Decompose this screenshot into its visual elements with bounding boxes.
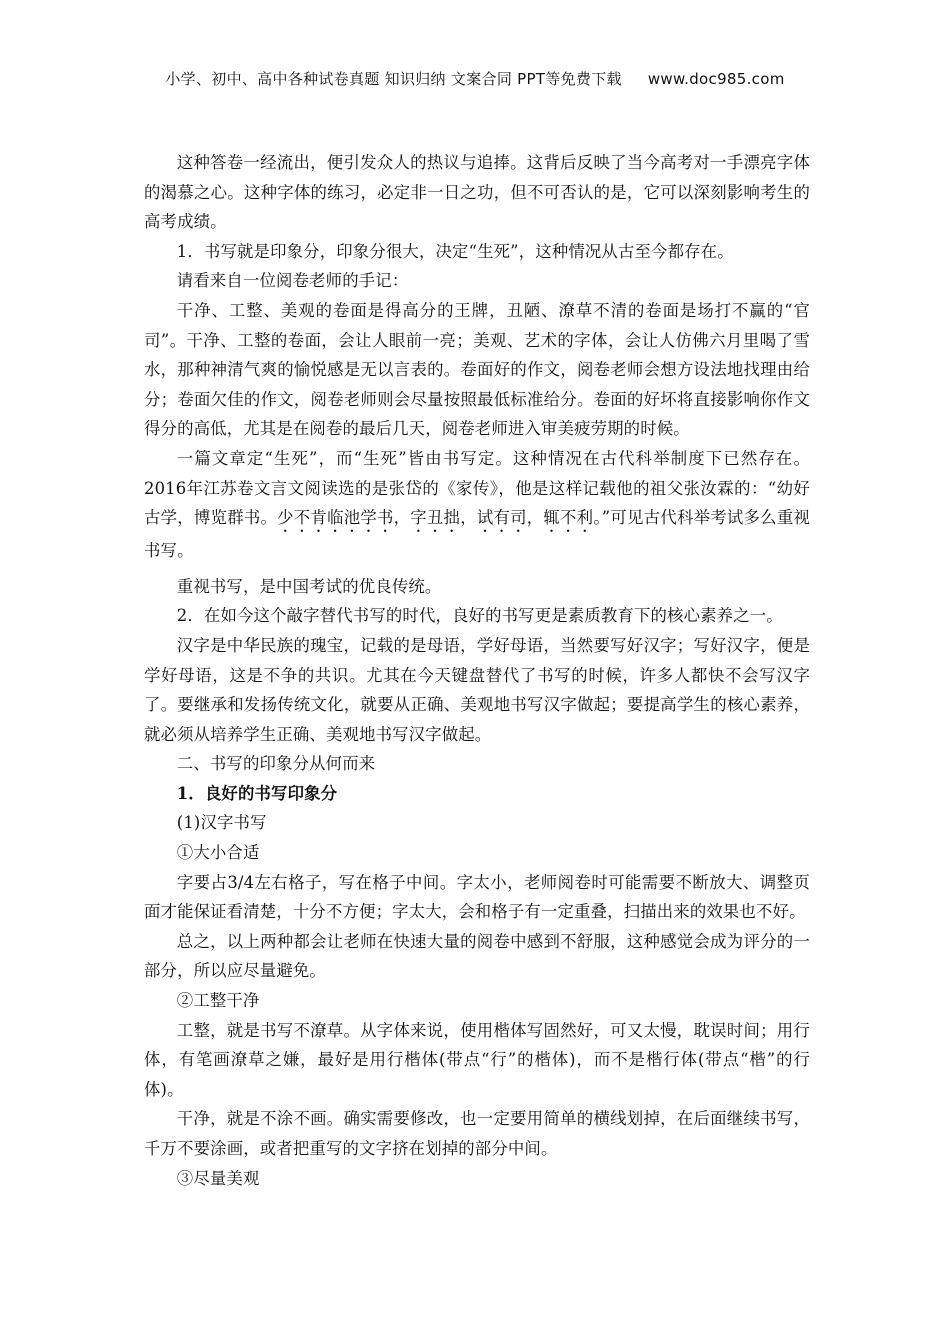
paragraph: 干净，就是不涂不画。确实需要修改，也一定要用简单的横线划掉，在后面继续书写，千万不要涂画，或者把重写的文字挤在划掉的部分中间。 — [144, 1109, 810, 1158]
quoted-notes: 干净、工整、美观的卷面是得高分的王牌，丑陋、潦草不清的卷面是场打不赢的“官司”。干净、工整的卷面，会让人眼前一亮；美观、艺术的字体，会让人仿佛六月里喝了雪水，那种神清气爽的愉悦感是无以言表的。卷面好的作文，阅卷老师会想方设法地找理由给分；卷面欠佳的作文，阅卷老师则会尽量按照最低标准给分。卷面的好坏将直接影响你作文得分的高低，尤其是在阅卷的最后几天，阅卷老师进入审美疲劳期的时候。 — [144, 300, 810, 439]
paragraph: 总之，以上两种都会让老师在快速大量的阅卷中感到不舒服，这种感觉会成为评分的一部分，所以应尽量避免。 — [144, 931, 810, 981]
text-span: 一篇文章定“生死”，而“生死”皆由书写定。这种情况在古代科举制度下已然存在。2016年江苏卷文言文阅读选的是张岱的《家传》，他是这样记载他的祖父张汝霖的：“幼好古学，博览群书。 — [144, 448, 810, 528]
text-span: 。”可见古代科举考试多么重视书写。 — [144, 508, 810, 561]
section-heading: 二、书写的印象分从何而来 — [176, 754, 376, 774]
paragraph-classical — [144, 444, 810, 566]
subsection-heading: 1．良好的书写印象分 — [176, 783, 338, 803]
page-header — [0, 68, 950, 89]
item-heading: ②工整干净 — [176, 991, 260, 1011]
section-point-2: 2．在如今这个敲字替代书写的时代，良好的书写更是素质教育下的核心素养之一。 — [176, 606, 783, 626]
paragraph: 这种答卷一经流出，便引发众人的热议与追捧。这背后反映了当今高考对一手漂亮字体的渴慕之心。这种字体的练习，必定非一日之功，但不可否认的是，它可以深刻影响考生的高考成绩。 — [144, 153, 810, 232]
emphasized-quote: 少不肯临池学书，字丑拙，试有司，辄不利 — [277, 508, 594, 528]
item-heading: ③尽量美观 — [176, 1168, 260, 1188]
section-point-1: 1．书写就是印象分，印象分很大，决定“生死”，这种情况从古至今都存在。 — [176, 241, 734, 261]
header-text: 小学、初中、高中各种试卷真题 知识归纳 文案合同 PPT等免费下载 — [165, 70, 622, 88]
item-heading: (1)汉字书写 — [176, 813, 267, 833]
paragraph: 字要占3/4左右格子，写在格子中间。字太小，老师阅卷时可能需要不断放大、调整页面才能保证看清楚，十分不方便；字太大，会和格子有一定重叠，扫描出来的效果也不好。 — [144, 872, 810, 922]
item-heading: ①大小合适 — [176, 843, 260, 863]
paragraph: 工整，就是书写不潦草。从字体来说，使用楷体写固然好，可又太慢，耽误时间；用行体，有笔画潦草之嫌，最好是用行楷体(带点“行”的楷体)，而不是楷行体(带点“楷”的行体)。 — [144, 1020, 810, 1099]
document-body — [144, 148, 810, 1193]
paragraph: 汉字是中华民族的瑰宝，记载的是母语，学好母语，当然要写好汉字；写好汉字，便是学好母语，这是不争的共识。尤其在今天键盘替代了书写的时候，许多人都快不会写汉字了。要继承和发扬传统文化，就要从正确、美观地书写汉字做起；要提高学生的核心素养，就必须从培养学生正确、美观地书写汉字做起。 — [144, 635, 810, 744]
paragraph: 重视书写，是中国考试的优良传统。 — [176, 576, 442, 596]
paragraph: 请看来自一位阅卷老师的手记： — [176, 271, 409, 291]
header-site-link[interactable]: www.doc985.com — [647, 70, 785, 88]
